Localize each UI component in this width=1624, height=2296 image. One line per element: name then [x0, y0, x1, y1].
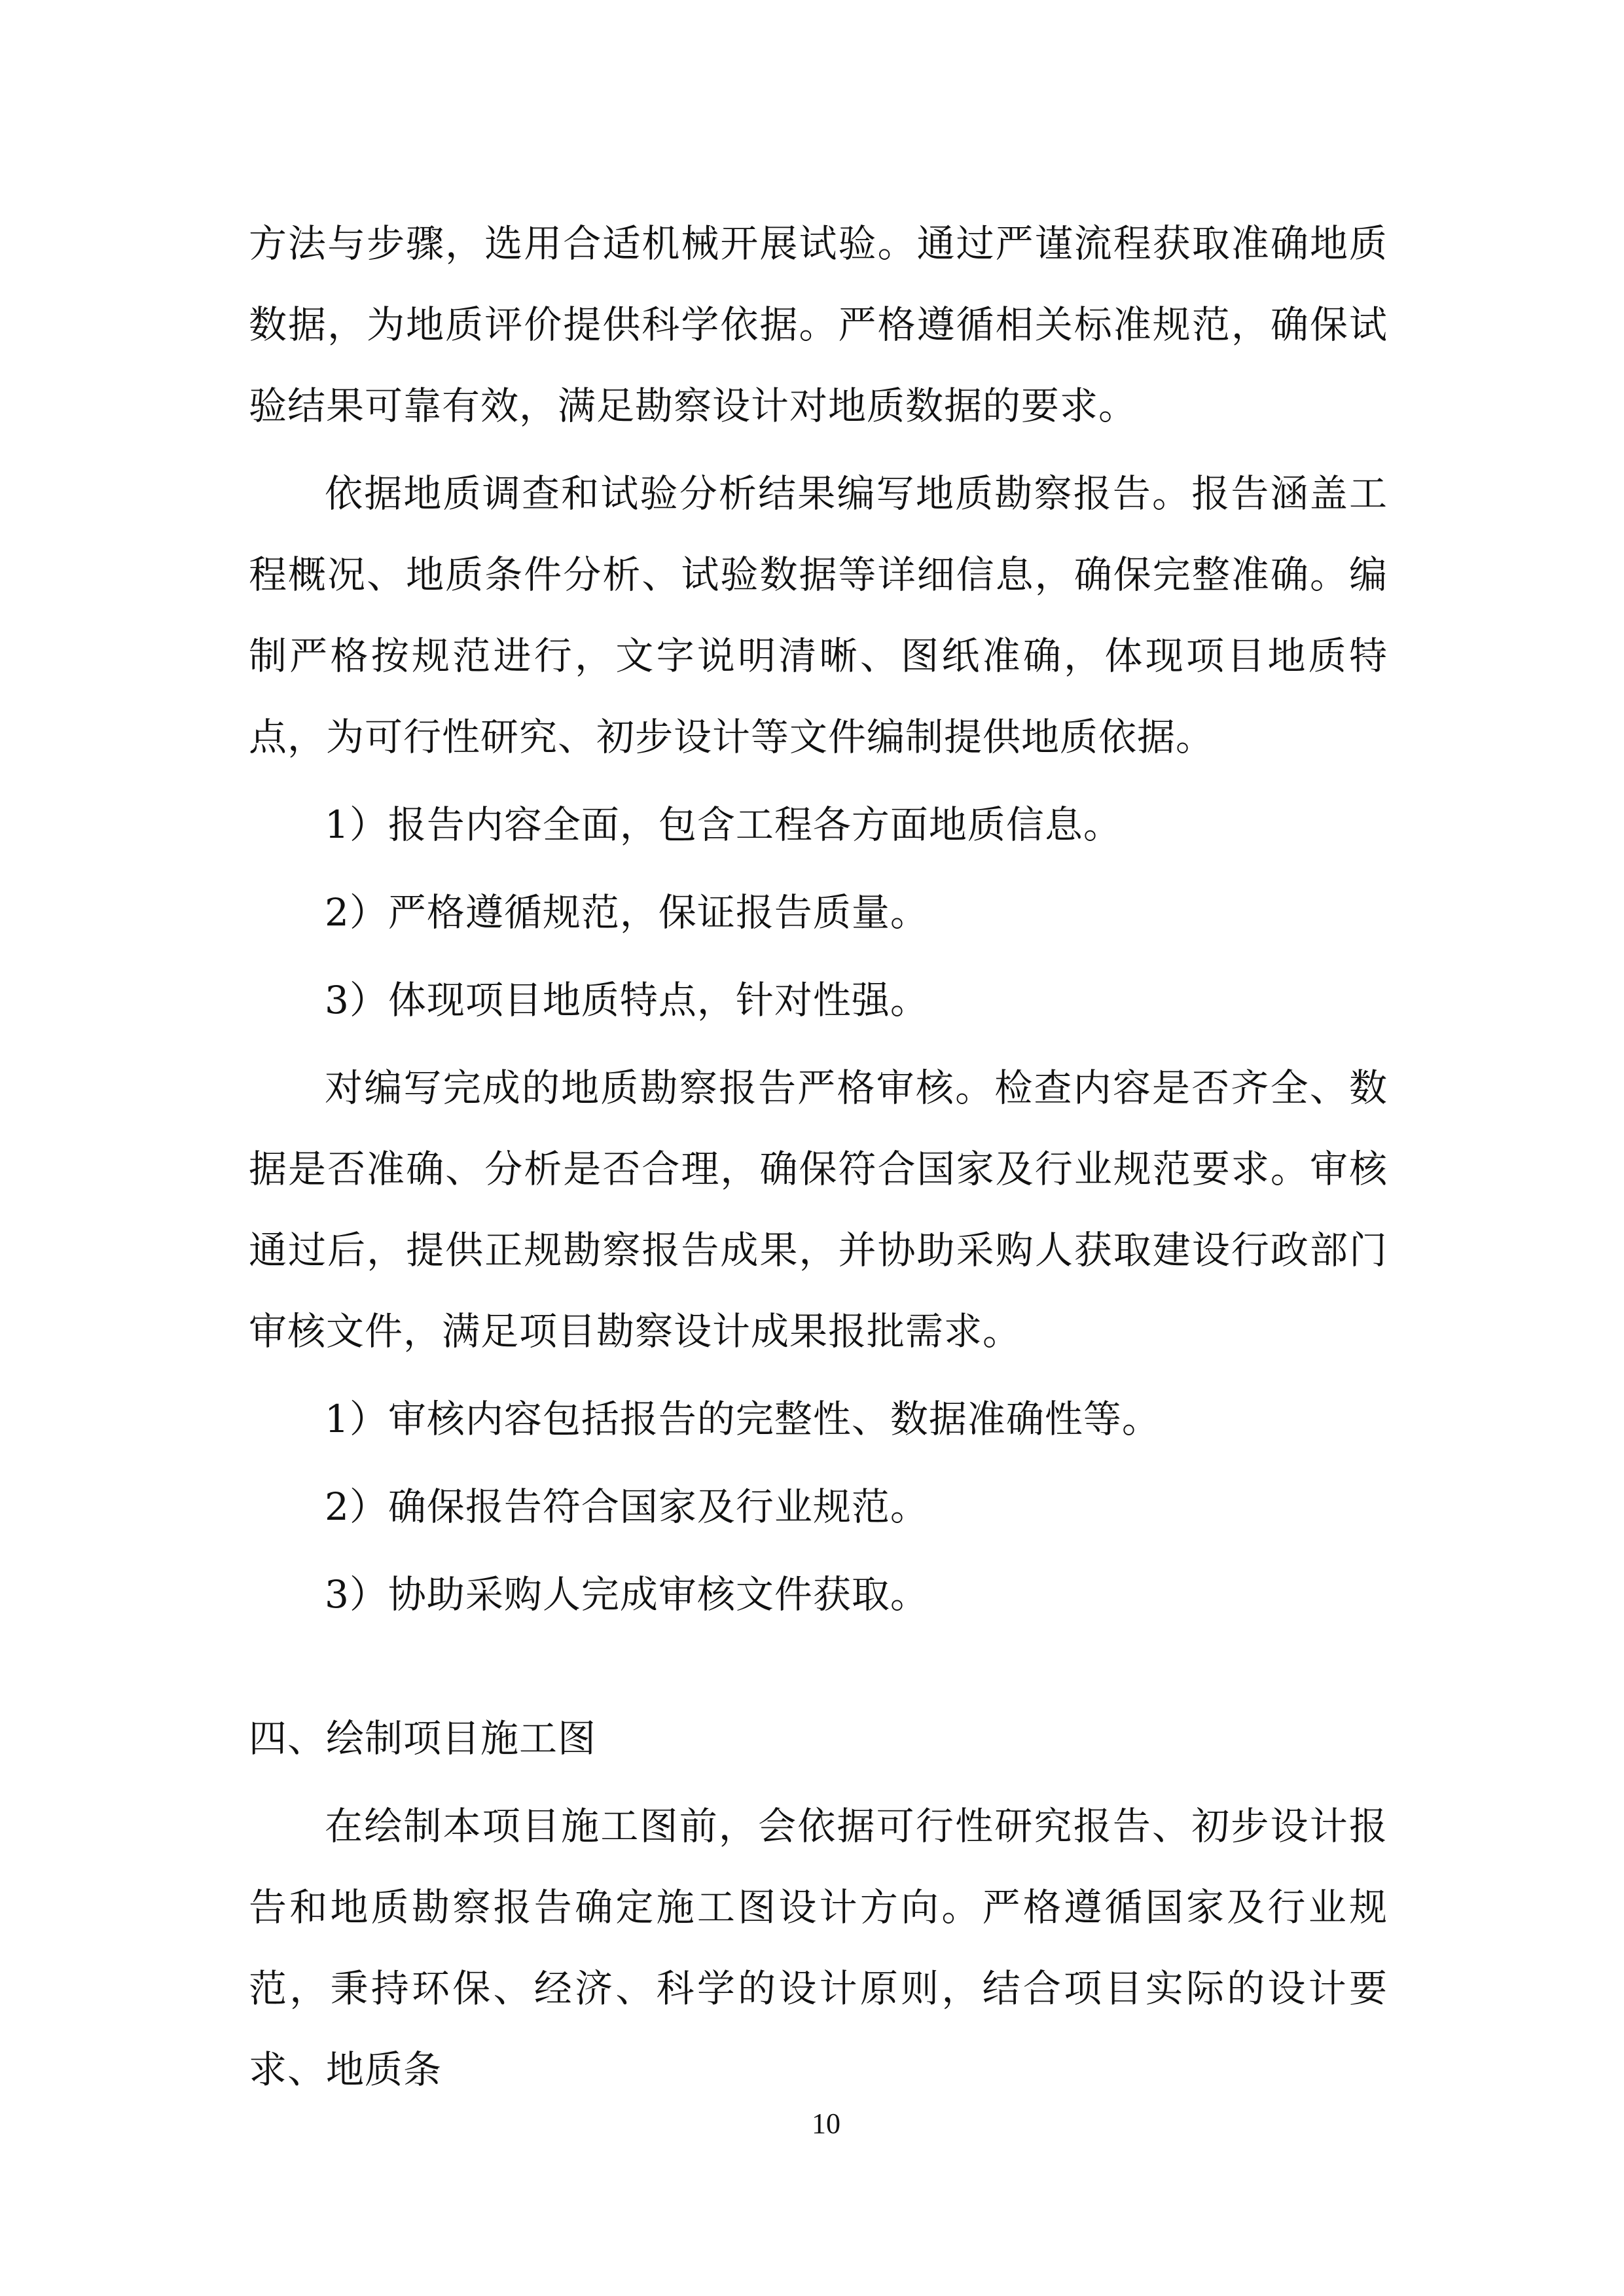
paragraph-test-methods: 方法与步骤，选用合适机械开展试验。通过严谨流程获取准确地质数据，为地质评价提供科学依据。严格遵循相关标准规范，确保试验结果可靠有效，满足勘察设计对地质数据的要求。 [249, 221, 1388, 428]
page-number: 10 [812, 2108, 840, 2140]
list-item: 2）严格遵循规范，保证报告质量。 [325, 890, 929, 935]
paragraph-report-review: 对编写完成的地质勘察报告严格审核。检查内容是否齐全、数据是否准确、分析是否合理，确保符合国家及行业规范要求。审核通过后，提供正规勘察报告成果，并协助采购人获取建设行政部门审核文件，满足项目勘察设计成果报批需求。 [249, 1066, 1388, 1354]
list-item: 3）协助采购人完成审核文件获取。 [325, 1572, 929, 1617]
list-item: 3）体现项目地质特点，针对性强。 [325, 978, 929, 1022]
paragraph-construction-drawing: 在绘制本项目施工图前，会依据可行性研究报告、初步设计报告和地质勘察报告确定施工图设计方向。严格遵循国家及行业规范，秉持环保、经济、科学的设计原则，结合项目实际的设计要求、地质条 [249, 1804, 1388, 2092]
list-item: 1）审核内容包括报告的完整性、数据准确性等。 [325, 1397, 1161, 1441]
section-heading: 四、绘制项目施工图 [249, 1716, 597, 1761]
list-item: 2）确保报告符合国家及行业规范。 [325, 1484, 929, 1529]
paragraph-report-writing: 依据地质调查和试验分析结果编写地质勘察报告。报告涵盖工程概况、地质条件分析、试验数据等详细信息，确保完整准确。编制严格按规范进行，文字说明清晰、图纸准确，体现项目地质特点，为可行性研究、初步设计等文件编制提供地质依据。 [249, 471, 1388, 759]
list-item: 1）报告内容全面，包含工程各方面地质信息。 [325, 802, 1122, 847]
page-content [249, 203, 1388, 2117]
